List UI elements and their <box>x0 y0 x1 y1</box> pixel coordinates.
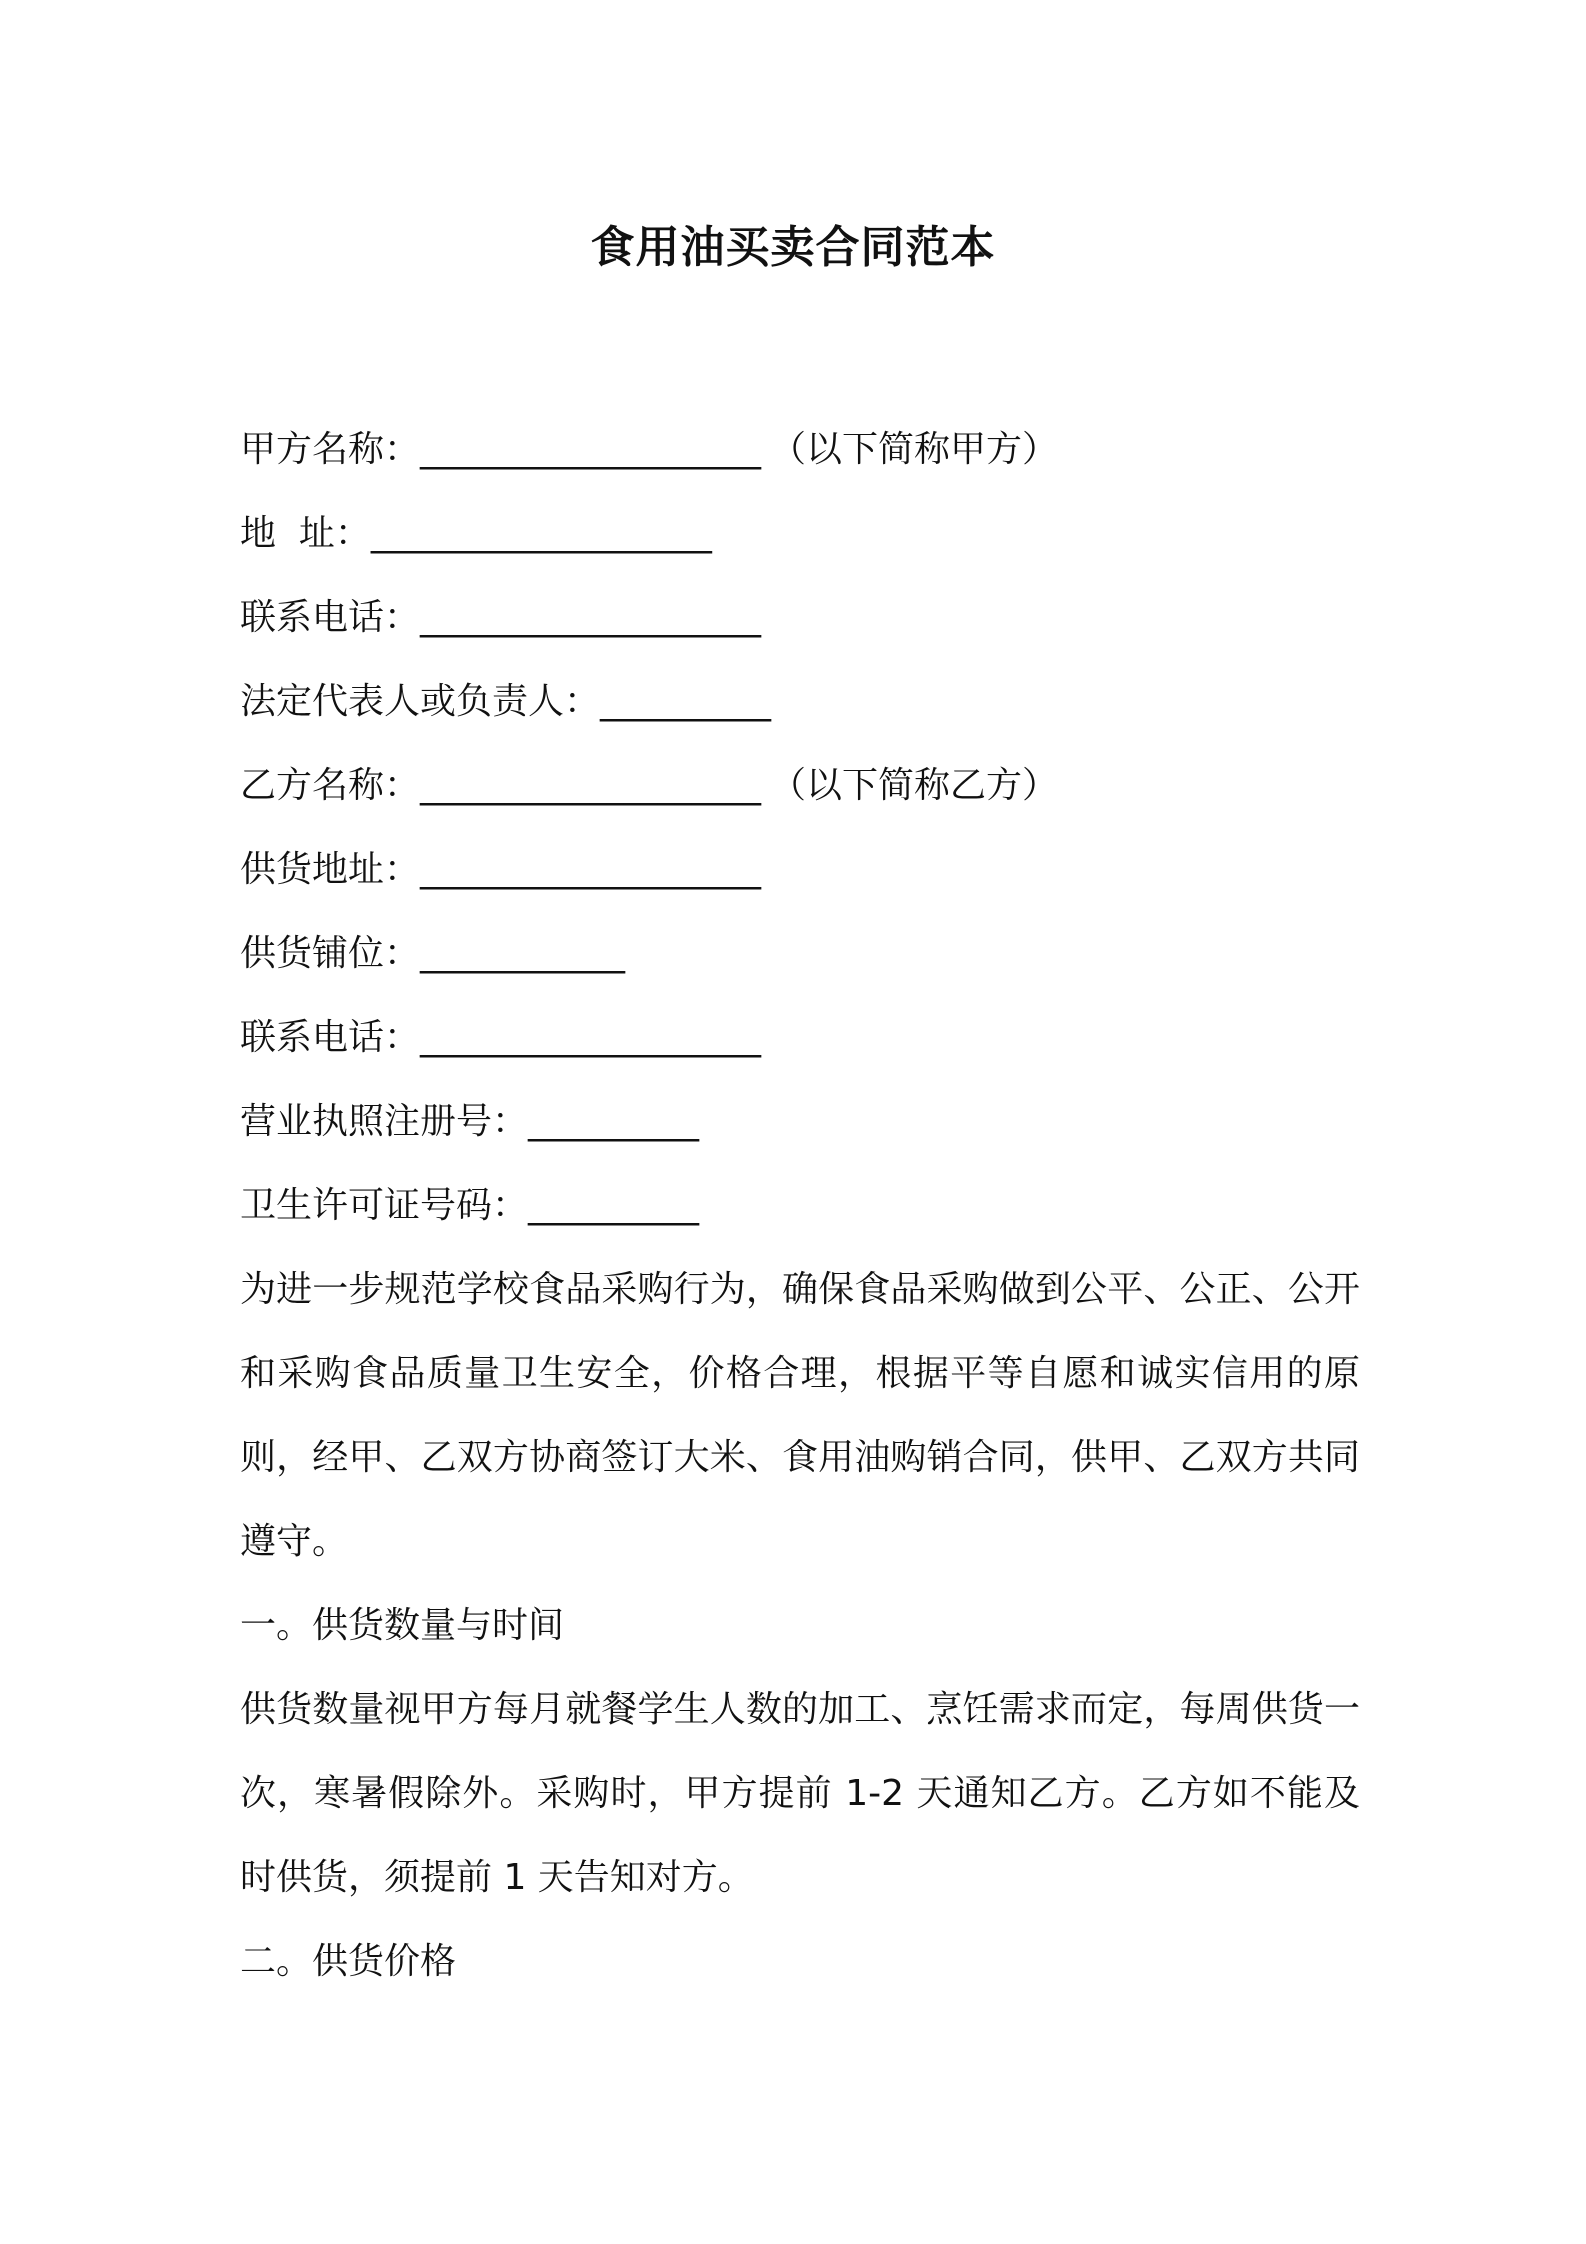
field-label: 甲方名称： <box>240 429 421 470</box>
field-supply-stall <box>240 912 1360 996</box>
field-blank: __________ <box>600 681 771 722</box>
section-heading-1: 一。供货数量与时间 <box>240 1605 565 1646</box>
field-label: 供货地址： <box>240 849 421 890</box>
document-body <box>240 408 1360 2004</box>
field-blank: __________ <box>528 1101 699 1142</box>
field-suffix: （以下简称乙方） <box>770 765 1059 806</box>
field-supply-address <box>240 828 1360 912</box>
field-blank: ____________________ <box>420 765 761 806</box>
field-legal-representative <box>240 660 1360 744</box>
field-label: 营业执照注册号： <box>240 1101 529 1142</box>
field-suffix: （以下简称甲方） <box>770 429 1059 470</box>
section-1-paragraph: 供货数量视甲方每月就餐学生人数的加工、烹饪需求而定，每周供货一次，寒暑假除外。采购时，甲方提前 1-2 天通知乙方。乙方如不能及时供货，须提前 1 天告知对方。 <box>240 1689 1360 1898</box>
field-blank: ____________________ <box>420 1017 761 1058</box>
field-party-a-phone <box>240 576 1360 660</box>
field-party-b-name <box>240 744 1360 828</box>
field-label: 供货铺位： <box>240 933 421 974</box>
field-blank: __________ <box>528 1185 699 1226</box>
field-label: 联系电话： <box>240 1017 421 1058</box>
field-business-license <box>240 1080 1360 1164</box>
field-party-a-address <box>240 492 1360 576</box>
field-blank: ____________________ <box>420 849 761 890</box>
section-heading-2: 二。供货价格 <box>240 1941 457 1982</box>
intro-paragraph: 为进一步规范学校食品采购行为，确保食品采购做到公平、公正、公开和采购食品质量卫生安全，价格合理，根据平等自愿和诚实信用的原则，经甲、乙双方协商签订大米、食用油购销合同，供甲、乙双方共同遵守。 <box>240 1269 1360 1562</box>
field-hygiene-permit <box>240 1164 1360 1248</box>
field-label: 法定代表人或负责人： <box>240 681 601 722</box>
field-party-a-name <box>240 408 1360 492</box>
field-blank: ____________________ <box>420 429 761 470</box>
field-label: 卫生许可证号码： <box>240 1185 529 1226</box>
field-party-b-phone <box>240 996 1360 1080</box>
document-title: 食用油买卖合同范本 <box>590 222 996 273</box>
field-label: 乙方名称： <box>240 765 421 806</box>
field-blank: ____________________ <box>370 513 711 554</box>
field-blank: ____________________ <box>420 597 761 638</box>
field-blank: ____________ <box>420 933 625 974</box>
field-label: 地 址： <box>240 513 371 554</box>
field-label: 联系电话： <box>240 597 421 638</box>
